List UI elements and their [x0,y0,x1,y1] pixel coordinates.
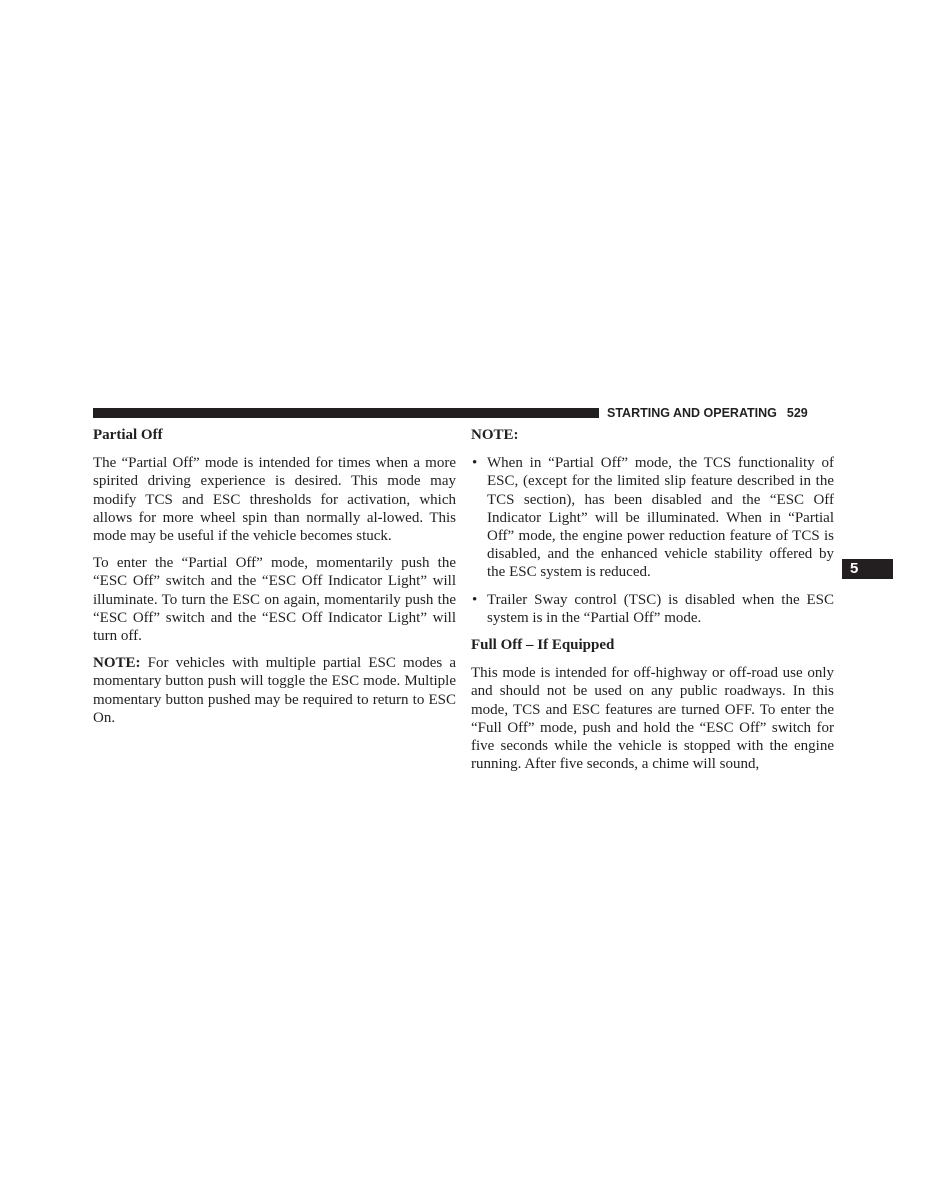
partial-off-description: The “Partial Off” mode is intended for times when a more spirited driving experience is desired. This mode may modify TCS and ESC thresholds for activation, which allows for more wheel spin than normally al-lowed. This mode may be useful if the vehicle becomes stuck. [93,455,456,545]
bullet-icon: • [472,591,478,608]
running-header [607,405,834,421]
chapter-tab: 5 [842,559,893,579]
note-label: NOTE: [93,655,141,672]
right-column [471,426,834,782]
note-text: For vehicles with multiple partial ESC modes a momentary button push will toggle the ESC mode. Multiple momentary button pushed may be required to return to ESC On. [93,655,456,726]
bullet-icon: • [472,455,478,472]
heading-full-off: Full Off – If Equipped [471,637,615,654]
note-heading: NOTE: [471,427,519,443]
list-item [471,454,834,581]
page-number: 529 [786,406,808,420]
partial-off-note [93,654,456,727]
full-off-description: This mode is intended for off-highway or off-road use only and should not be used on any public roadways. In this mode, TCS and ESC features are turned OFF. To enter the “Full Off” mode, push and hold the “ESC Off” switch for five seconds while the vehicle is stopped with the engine running. After five seconds, a chime will sound, [471,665,834,773]
list-item-text: When in “Partial Off” mode, the TCS functionality of ESC, (except for the limited slip feature described in the TCS section), has been disabled and the “ESC Off Indicator Light” will be illuminated. When in “Partial Off” mode, the engine power reduction feature of TCS is disabled, and the enhanced vehicle stability offered by the ESC system is reduced. [487,455,834,581]
list-item [471,591,834,627]
note-bullet-list [471,454,834,627]
heading-partial-off: Partial Off [93,427,163,443]
section-title: STARTING AND OPERATING [607,406,777,420]
left-column [93,426,456,736]
list-item-text: Trailer Sway control (TSC) is disabled when the ESC system is in the “Partial Off” mode. [487,591,834,626]
partial-off-instructions: To enter the “Partial Off” mode, momentarily push the “ESC Off” switch and the “ESC Off Indicator Light” will illuminate. To turn the ESC on again, momentarily push the “ESC Off” switch and the “ESC Off Indicator Light” will turn off. [93,555,456,645]
header-rule [93,408,599,418]
